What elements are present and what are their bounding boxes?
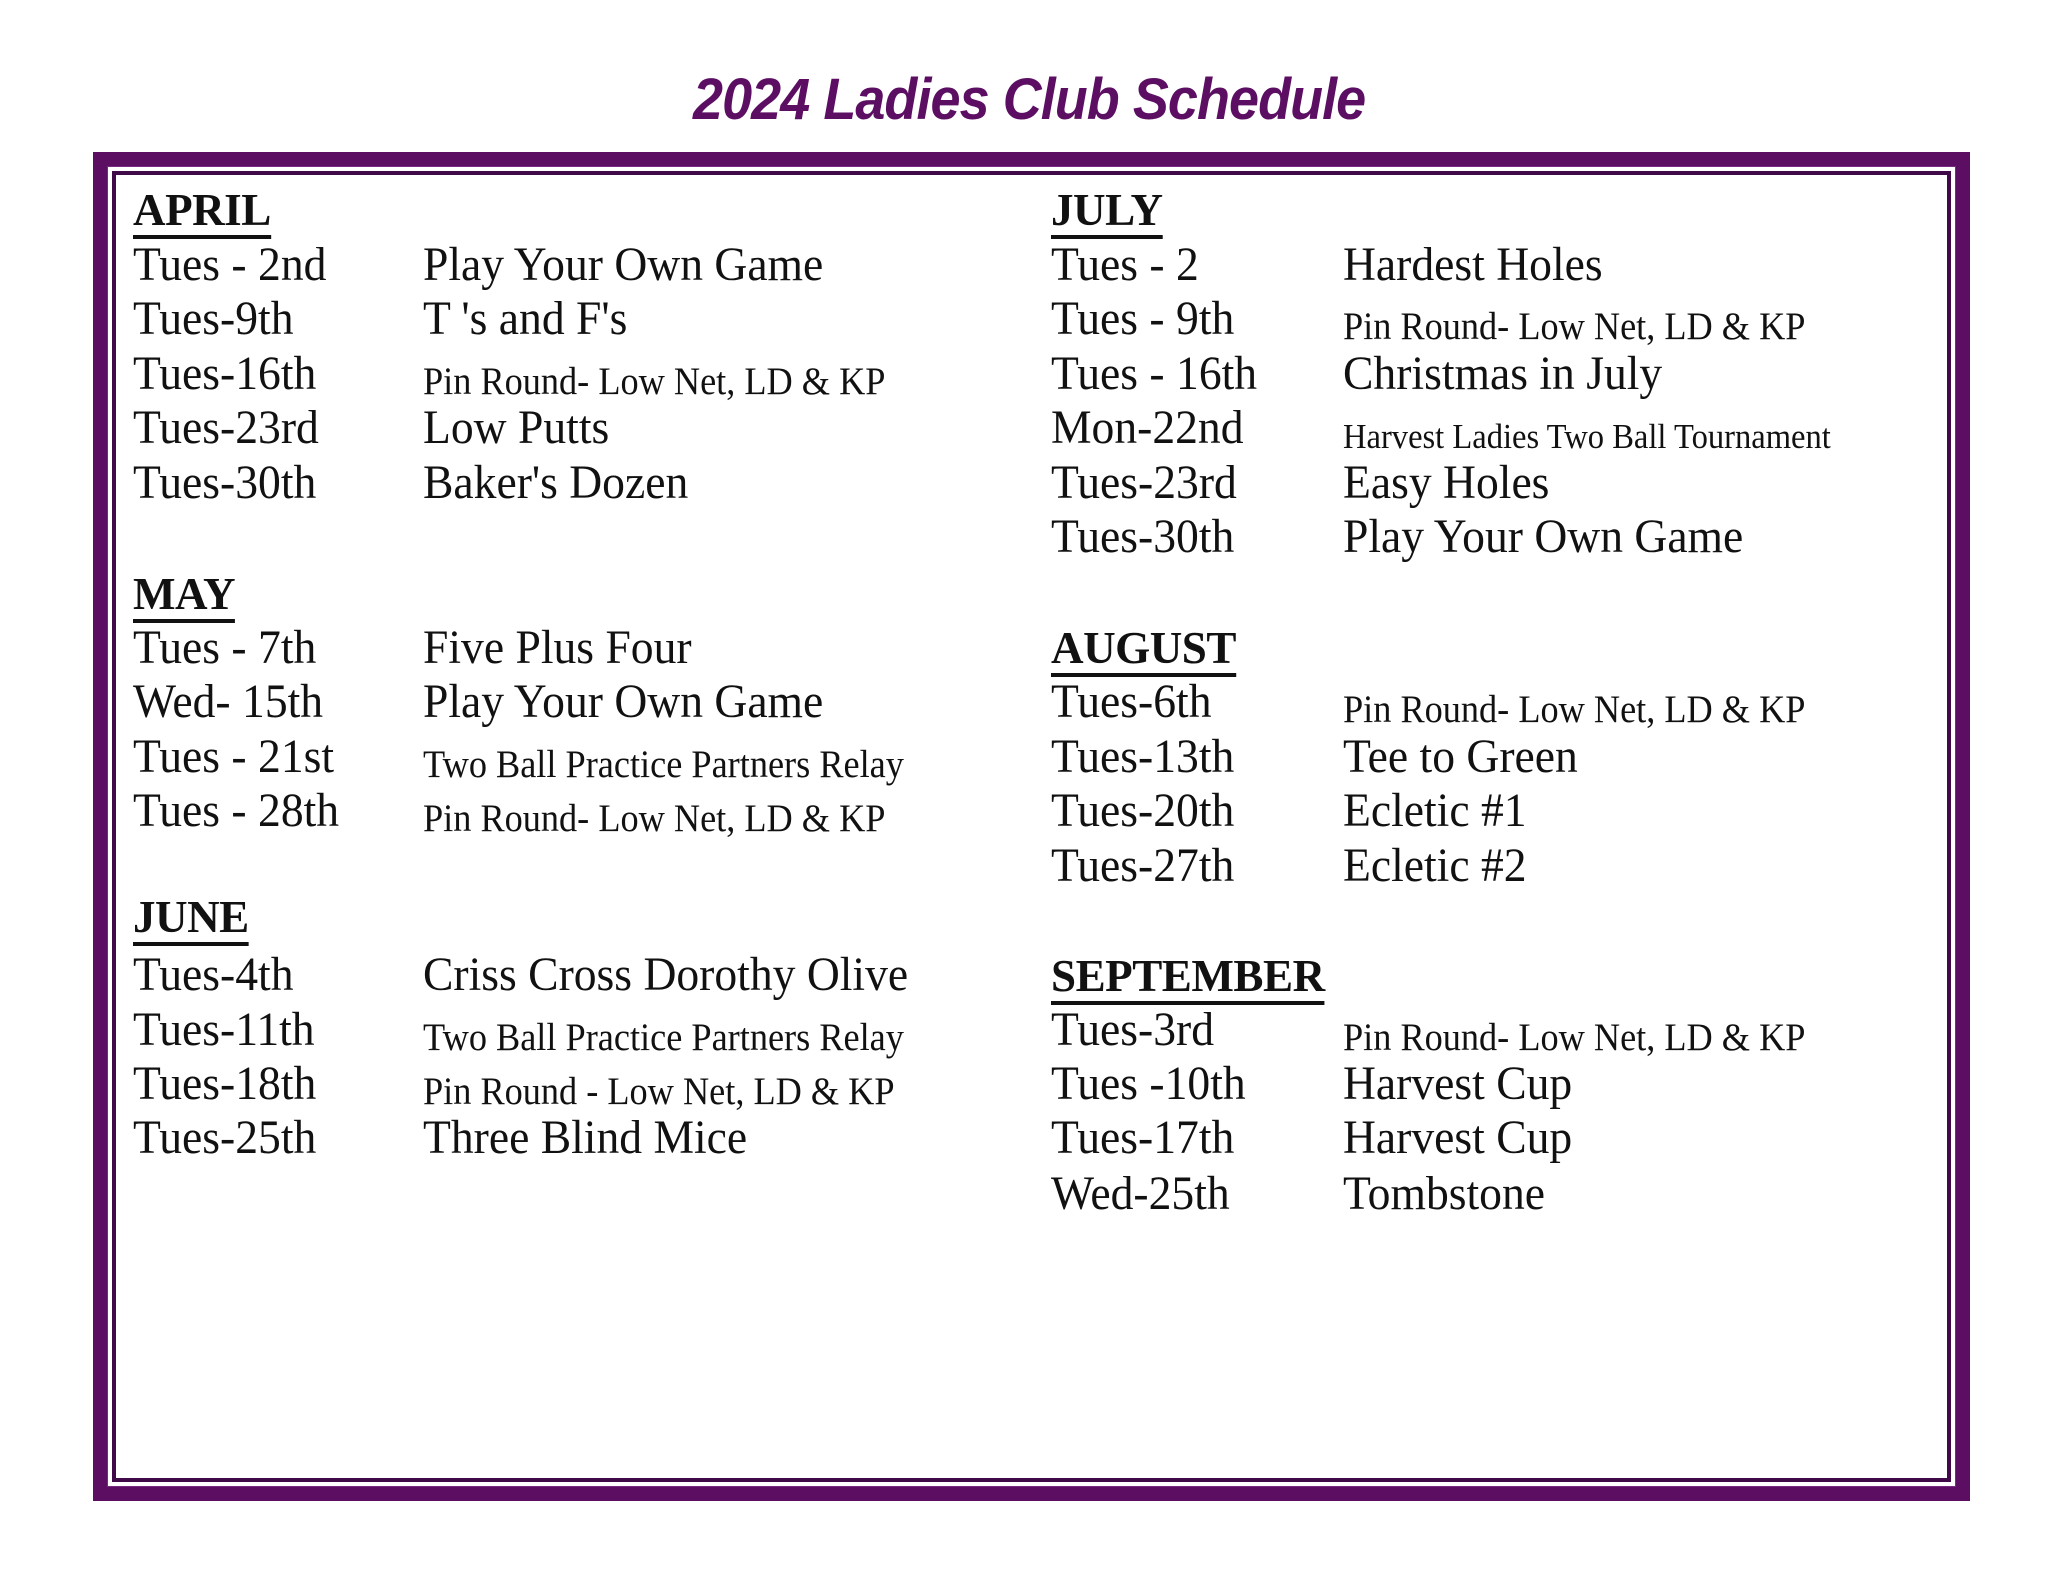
event-date: Tues-23rd (133, 401, 319, 454)
event-date: Tues - 16th (1051, 347, 1258, 400)
event-date: Wed- 15th (133, 675, 324, 728)
event-name: Harvest Cup (1343, 1111, 1573, 1164)
event-name: Tee to Green (1343, 730, 1578, 783)
inner-frame-border (112, 171, 1951, 1482)
event-name: Three Blind Mice (423, 1111, 748, 1164)
event-date: Tues - 21st (133, 730, 335, 783)
event-date: Tues-11th (133, 1003, 315, 1056)
event-name: Pin Round- Low Net, LD & KP (423, 797, 886, 840)
event-date: Tues - 9th (1051, 292, 1235, 345)
event-name: Ecletic #2 (1343, 839, 1527, 892)
event-date: Tues-13th (1051, 730, 1235, 783)
event-name: Pin Round- Low Net, LD & KP (1343, 1016, 1806, 1059)
event-name: Pin Round- Low Net, LD & KP (423, 360, 886, 403)
event-date: Wed-25th (1051, 1167, 1230, 1220)
event-date: Tues-30th (1051, 510, 1235, 563)
event-date: Tues - 2nd (133, 238, 327, 291)
event-name: Two Ball Practice Partners Relay (423, 743, 904, 786)
event-name: Easy Holes (1343, 456, 1550, 509)
event-name: T 's and F's (423, 292, 628, 345)
event-name: Pin Round - Low Net, LD & KP (423, 1070, 895, 1113)
event-name: Harvest Ladies Two Ball Tournament (1343, 417, 1831, 456)
event-name: Tombstone (1343, 1167, 1545, 1220)
event-date: Tues-4th (133, 948, 294, 1001)
event-date: Tues-25th (133, 1111, 317, 1164)
event-name: Play Your Own Game (1343, 510, 1744, 563)
event-date: Tues-9th (133, 292, 294, 345)
event-name: Pin Round- Low Net, LD & KP (1343, 688, 1806, 731)
event-date: Tues-18th (133, 1057, 317, 1110)
month-heading: APRIL (133, 187, 271, 239)
event-date: Tues-30th (133, 456, 317, 509)
month-heading: JUNE (133, 894, 249, 946)
event-date: Mon-22nd (1051, 401, 1244, 454)
event-date: Tues-3rd (1051, 1003, 1215, 1056)
event-date: Tues - 28th (133, 784, 340, 837)
page-title: 2024 Ladies Club Schedule (693, 67, 1366, 132)
event-name: Low Putts (423, 401, 610, 454)
event-date: Tues -10th (1051, 1057, 1246, 1110)
month-heading: SEPTEMBER (1051, 953, 1325, 1005)
event-name: Baker's Dozen (423, 456, 689, 509)
event-date: Tues-27th (1051, 839, 1235, 892)
event-name: Harvest Cup (1343, 1057, 1573, 1110)
event-date: Tues-23rd (1051, 456, 1237, 509)
month-heading: JULY (1051, 187, 1163, 239)
event-date: Tues-20th (1051, 784, 1235, 837)
event-date: Tues - 2 (1051, 238, 1199, 291)
month-heading: MAY (133, 571, 235, 623)
event-name: Christmas in July (1343, 347, 1663, 400)
event-name: Hardest Holes (1343, 238, 1603, 291)
event-date: Tues-17th (1051, 1111, 1235, 1164)
event-name: Pin Round- Low Net, LD & KP (1343, 305, 1806, 348)
event-name: Criss Cross Dorothy Olive (423, 948, 909, 1001)
event-name: Play Your Own Game (423, 238, 824, 291)
event-name: Ecletic #1 (1343, 784, 1527, 837)
event-date: Tues-6th (1051, 675, 1212, 728)
event-name: Five Plus Four (423, 621, 692, 674)
event-name: Two Ball Practice Partners Relay (423, 1016, 904, 1059)
event-date: Tues-16th (133, 347, 317, 400)
month-heading: AUGUST (1051, 625, 1236, 677)
event-name: Play Your Own Game (423, 675, 824, 728)
event-date: Tues - 7th (133, 621, 317, 674)
